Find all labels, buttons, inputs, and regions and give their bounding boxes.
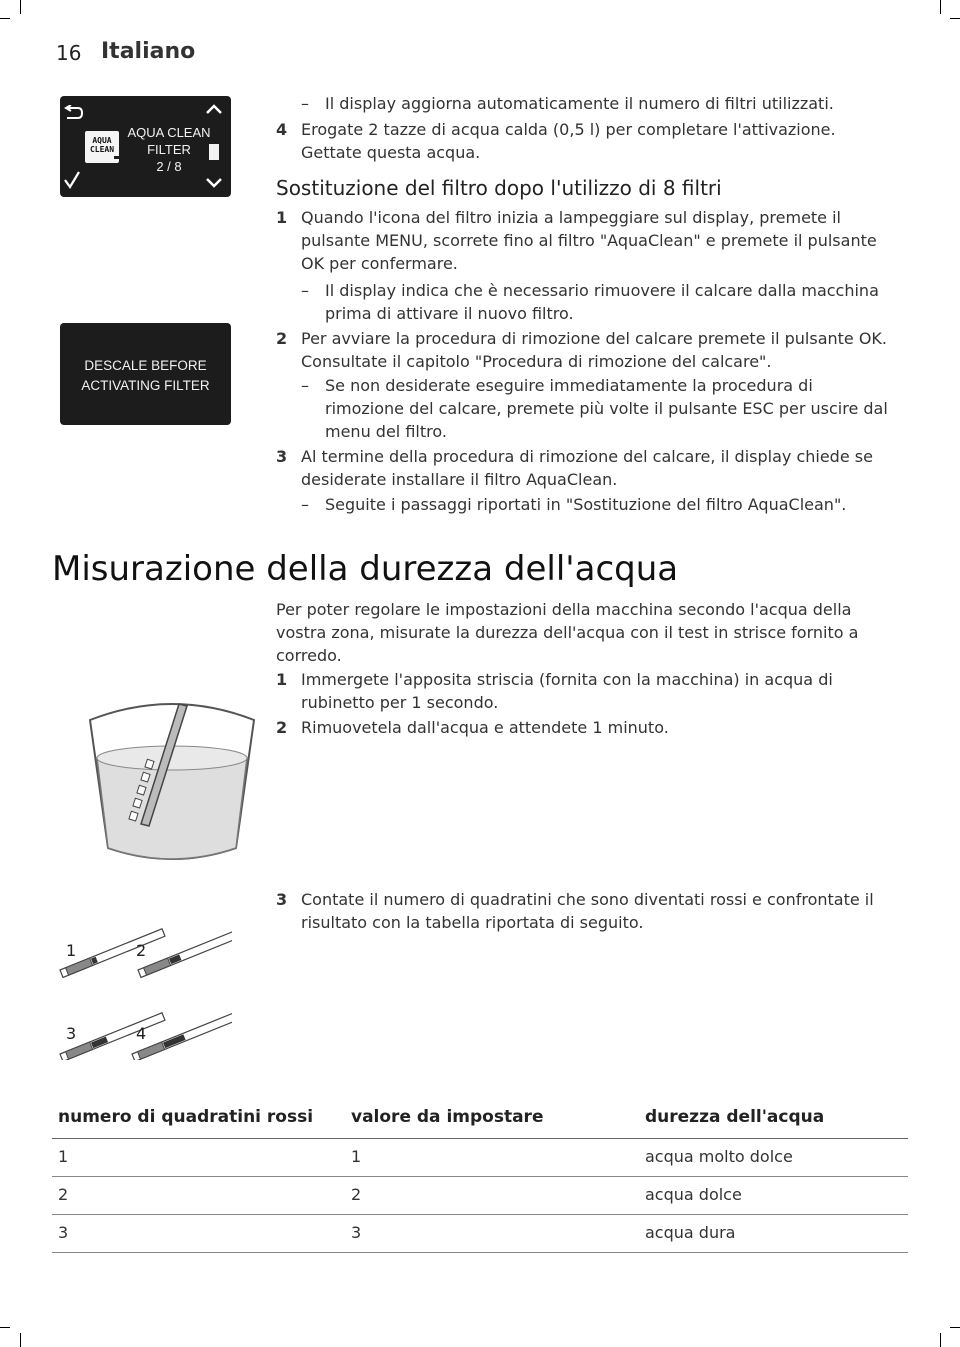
scroll-indicator <box>209 144 219 160</box>
hardness-step1-line2: rubinetto per 1 secondo. <box>301 693 499 712</box>
hardness-intro-line3: corredo. <box>276 646 342 665</box>
bullet-dash: – <box>301 281 309 300</box>
chevron-down-icon <box>205 177 223 189</box>
hardness-intro-line1: Per poter regolare le impostazioni della macchina secondo l'acqua della <box>276 600 852 619</box>
hardness-step2-line1: Rimuovetela dall'acqua e attendete 1 minuto. <box>301 718 669 737</box>
filter-step3-bullet: Seguite i passaggi riportati in "Sostituzione del filtro AquaClean". <box>325 495 847 514</box>
back-arrow-icon <box>63 105 85 123</box>
descale-display <box>60 323 231 425</box>
step-number: 3 <box>276 447 288 466</box>
filter-icon-text-bottom: CLEAN <box>89 145 115 154</box>
crop-mark <box>940 1333 941 1347</box>
strip-label: 3 <box>66 1024 77 1043</box>
filter-replacement-heading: Sostituzione del filtro dopo l'utilizzo di 8 filtri <box>276 176 722 200</box>
descale-display-line2: ACTIVATING FILTER <box>81 378 210 393</box>
water-hardness-heading: Misurazione della durezza dell'acqua <box>52 549 679 589</box>
table-rule <box>52 1214 908 1215</box>
filter-display-line1: AQUA CLEAN <box>127 125 211 140</box>
aqua-clean-filter-icon <box>85 131 119 163</box>
filter-icon-text-top: AQUA <box>92 136 112 145</box>
table-header-red-squares: numero di quadratini rossi <box>58 1107 314 1127</box>
table-rule <box>52 1176 908 1177</box>
step-number: 1 <box>276 208 288 227</box>
crop-mark <box>20 0 21 14</box>
bullet-dash: – <box>301 94 309 113</box>
filter-step2-line1: Per avviare la procedura di rimozione del calcare premete il pulsante OK. <box>301 329 888 348</box>
table-header-value: valore da impostare <box>351 1107 544 1127</box>
step-number: 3 <box>276 890 288 909</box>
table-rule <box>52 1252 908 1253</box>
filter-step2-bullet-line2: rimozione del calcare, premete più volte il pulsante ESC per uscire dal <box>325 399 888 418</box>
table-cell: 1 <box>58 1147 69 1166</box>
hardness-step3-line2: risultato con la tabella riportata di seguito. <box>301 913 644 932</box>
page-language: Italiano <box>101 39 196 64</box>
strip-label: 4 <box>136 1024 147 1043</box>
filter-step2-bullet-line3: menu del filtro. <box>325 422 447 441</box>
step4-line1: Erogate 2 tazze di acqua calda (0,5 l) per completare l'attivazione. <box>301 120 836 139</box>
table-cell: 3 <box>58 1223 69 1242</box>
step-number: 4 <box>276 120 288 139</box>
filter-display <box>60 96 231 197</box>
crop-mark <box>950 1327 960 1328</box>
filter-step1-line2: pulsante MENU, scorrete fino al filtro "AquaClean" e premete il pulsante <box>301 231 877 250</box>
step4-line2: Gettate questa acqua. <box>301 143 481 162</box>
filter-step1-line3: OK per confermare. <box>301 254 458 273</box>
hardness-step1-line1: Immergete l'apposita striscia (fornita con la macchina) in acqua di <box>301 670 833 689</box>
table-header-hardness: durezza dell'acqua <box>645 1107 825 1127</box>
step-number: 1 <box>276 670 288 689</box>
descale-display-line1: DESCALE BEFORE <box>84 358 207 373</box>
table-cell: acqua molto dolce <box>645 1147 793 1166</box>
checkmark-icon <box>63 171 81 189</box>
filter-display-line2: FILTER <box>147 142 191 157</box>
water-glass-strip-illustration <box>86 700 258 860</box>
step-number: 2 <box>276 329 288 348</box>
filter-step1-bullet-line1: Il display indica che è necessario rimuovere il calcare dalla macchina <box>325 281 879 300</box>
table-cell: 2 <box>58 1185 69 1204</box>
filter-step1-line1: Quando l'icona del filtro inizia a lampeggiare sul display, premete il <box>301 208 841 227</box>
crop-mark <box>0 18 10 19</box>
filter-step1-bullet-line2: prima di attivare il nuovo filtro. <box>325 304 574 323</box>
filter-step2-bullet-line1: Se non desiderate eseguire immediatamente la procedura di <box>325 376 813 395</box>
strip-label: 1 <box>66 941 77 960</box>
crop-mark <box>0 1327 10 1328</box>
filter-display-line3: 2 / 8 <box>156 159 182 174</box>
filter-step3-line2: desiderate installare il filtro AquaClean. <box>301 470 618 489</box>
step-number: 2 <box>276 718 288 737</box>
page-number: 16 <box>56 41 82 65</box>
table-rule <box>52 1138 908 1139</box>
chevron-up-icon <box>205 103 223 115</box>
crop-mark <box>950 18 960 19</box>
table-cell: 1 <box>351 1147 362 1166</box>
crop-mark <box>940 0 941 14</box>
filter-display-text <box>122 124 216 175</box>
filter-step3-line1: Al termine della procedura di rimozione del calcare, il display chiede se <box>301 447 873 466</box>
bullet-dash: – <box>301 495 309 514</box>
table-cell: 2 <box>351 1185 362 1204</box>
filter-step2-line2: Consultate il capitolo "Procedura di rimozione del calcare". <box>301 352 772 371</box>
strip-label: 2 <box>136 941 147 960</box>
hardness-intro-line2: vostra zona, misurate la durezza dell'acqua con il test in strisce fornito a <box>276 623 859 642</box>
table-cell: acqua dura <box>645 1223 736 1242</box>
hardness-step3-line1: Contate il numero di quadratini che sono diventati rossi e confrontate il <box>301 890 874 909</box>
table-cell: 3 <box>351 1223 362 1242</box>
crop-mark <box>20 1333 21 1347</box>
display-update-note: Il display aggiorna automaticamente il numero di filtri utilizzati. <box>325 94 834 113</box>
bullet-dash: – <box>301 376 309 395</box>
table-cell: acqua dolce <box>645 1185 742 1204</box>
